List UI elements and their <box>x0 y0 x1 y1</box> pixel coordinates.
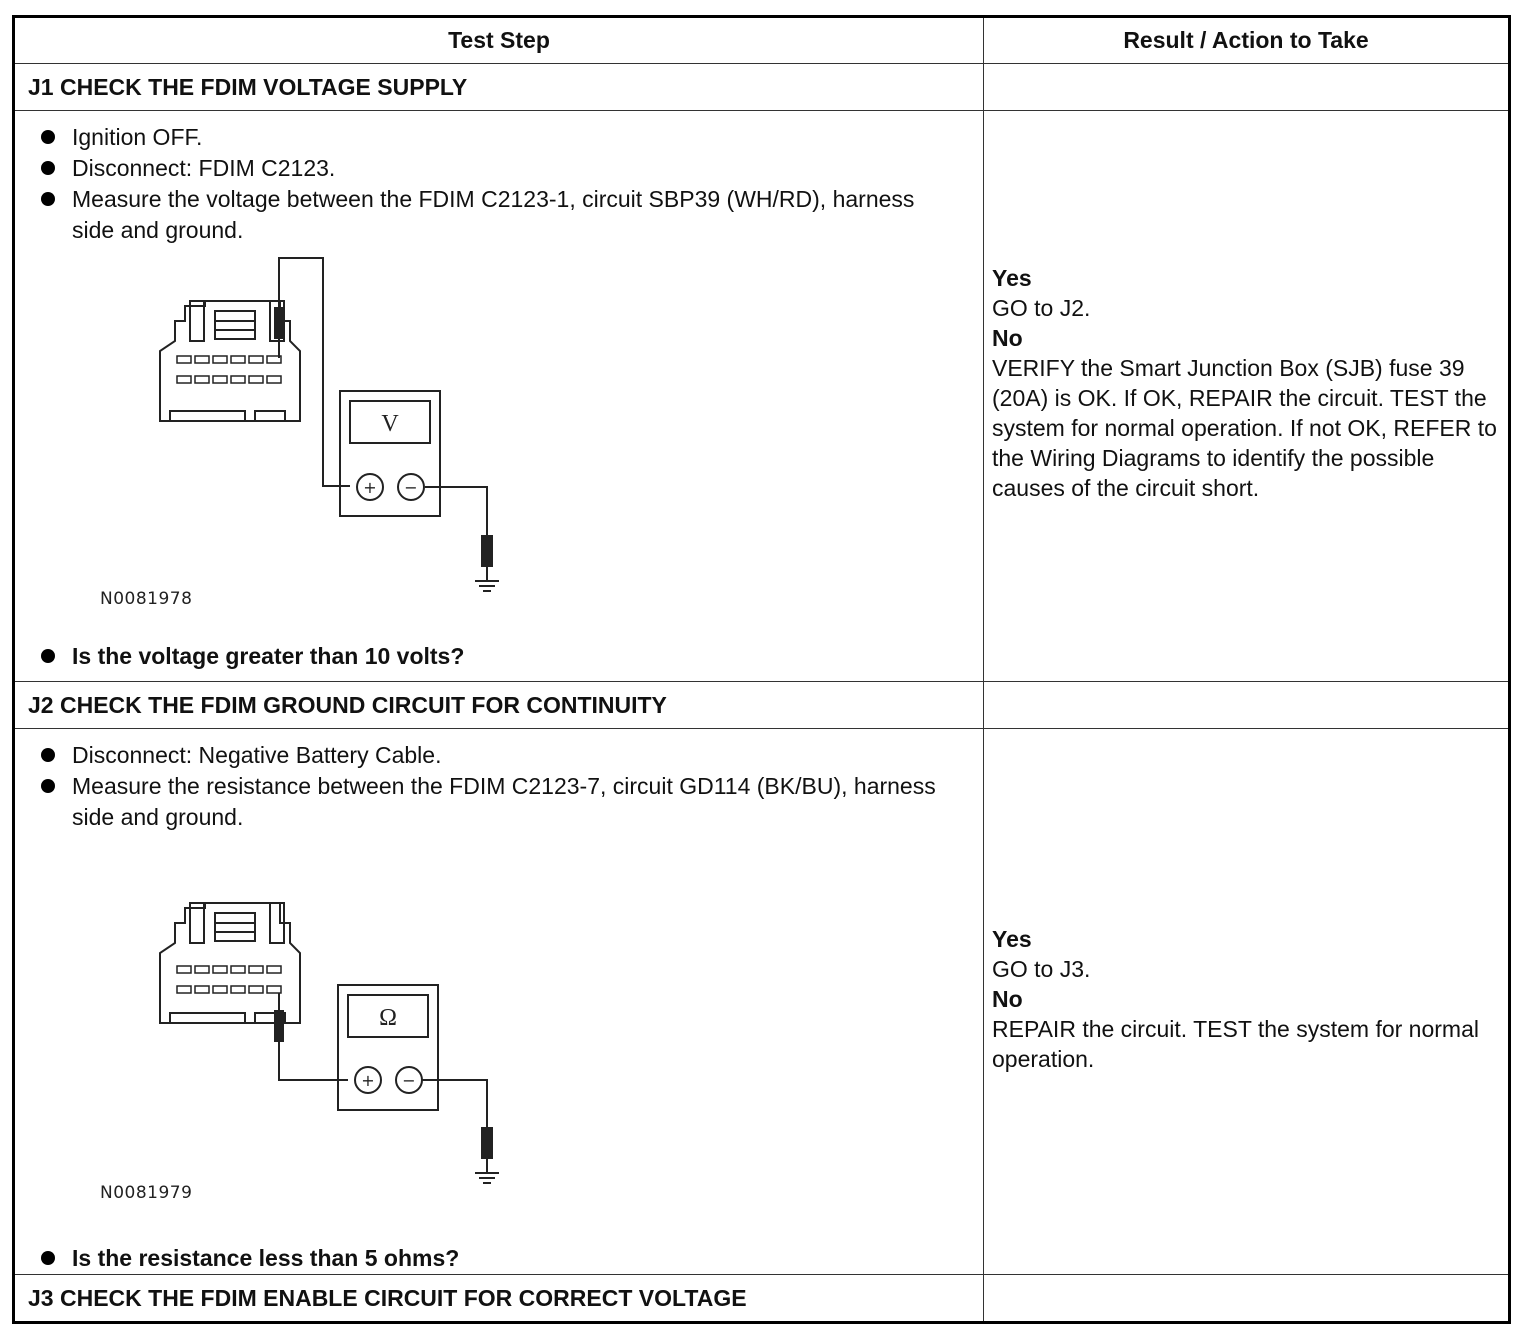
connector-pins-icon <box>177 356 281 383</box>
j2-step-cell <box>14 729 984 1275</box>
j2-yes-label: Yes <box>992 926 1032 952</box>
j1-no-label: No <box>992 325 1023 351</box>
bullet-icon <box>41 192 55 206</box>
j2-title: J2 CHECK THE FDIM GROUND CIRCUIT FOR CONTINUITY <box>14 682 984 729</box>
minus-terminal-label: − <box>402 1071 416 1090</box>
bullet-icon <box>41 130 55 144</box>
j1-yes-action: GO to J2. <box>992 295 1091 321</box>
test-step-header: Test Step <box>14 17 984 64</box>
probe-icon <box>275 308 283 338</box>
j2-no-label: No <box>992 986 1023 1012</box>
list-item: Ignition OFF. <box>15 122 983 153</box>
ground-probe-icon <box>482 1128 492 1158</box>
j2-diagram <box>15 833 575 1243</box>
diagnostic-table <box>12 15 1511 1324</box>
j1-no-action: VERIFY the Smart Junction Box (SJB) fuse 39 (20A) is OK. If OK, REPAIR the circuit. TEST the system for normal operation. If not OK, REFER to the Wiring Diagrams to identify the possible causes of the circuit short. <box>992 355 1497 501</box>
j1-wiring-figure <box>15 246 983 641</box>
j1-title-result-cell <box>984 64 1510 111</box>
j1-diagram <box>15 246 575 641</box>
j2-title-result-cell <box>984 682 1510 729</box>
j2-question-list <box>15 1243 983 1274</box>
ground-lead-wire <box>422 1080 487 1128</box>
meter-symbol: Ω <box>379 1005 397 1031</box>
j1-yes-label: Yes <box>992 265 1032 291</box>
bullet-icon <box>41 161 55 175</box>
voltmeter-icon <box>340 391 440 516</box>
ground-symbol-icon <box>475 1173 499 1183</box>
list-item: Measure the resistance between the FDIM C2123-7, circuit GD114 (BK/BU), harness side and ground. <box>15 771 983 833</box>
j2-steps-list <box>15 740 983 833</box>
j1-result-cell <box>984 111 1510 682</box>
j3-title-row <box>14 1275 1510 1323</box>
j2-figure-id: N0081979 <box>100 1183 193 1203</box>
plus-terminal-label: + <box>361 1071 375 1090</box>
j2-result-cell <box>984 729 1510 1275</box>
list-item: Measure the voltage between the FDIM C2123-1, circuit SBP39 (WH/RD), harness side and ground. <box>15 184 983 246</box>
j3-title: J3 CHECK THE FDIM ENABLE CIRCUIT FOR CORRECT VOLTAGE <box>14 1275 984 1323</box>
bullet-icon <box>41 649 55 663</box>
ground-probe-icon <box>482 536 492 566</box>
header-row <box>14 17 1510 64</box>
list-item: Is the resistance less than 5 ohms? <box>15 1243 983 1274</box>
j2-title-row <box>14 682 1510 729</box>
minus-terminal-label: − <box>404 478 418 497</box>
list-item: Disconnect: Negative Battery Cable. <box>15 740 983 771</box>
ohmmeter-icon <box>338 985 438 1110</box>
j1-steps-list <box>15 122 983 246</box>
j2-wiring-figure <box>15 833 983 1243</box>
j1-figure-id: N0081978 <box>100 589 193 609</box>
ground-lead-wire <box>425 487 487 536</box>
j1-step-cell <box>14 111 984 682</box>
probe-icon <box>275 1011 283 1041</box>
j1-result <box>984 111 1508 503</box>
j2-result <box>984 729 1508 1074</box>
meter-symbol: V <box>381 411 399 437</box>
j3-title-result-cell <box>984 1275 1510 1323</box>
j1-body-row <box>14 111 1510 682</box>
bullet-icon <box>41 748 55 762</box>
bullet-icon <box>41 779 55 793</box>
j1-question-list <box>15 641 983 672</box>
j2-body-row <box>14 729 1510 1275</box>
connector-pins-icon <box>177 966 281 993</box>
result-action-header: Result / Action to Take <box>984 17 1510 64</box>
j1-title: J1 CHECK THE FDIM VOLTAGE SUPPLY <box>14 64 984 111</box>
list-item: Is the voltage greater than 10 volts? <box>15 641 983 672</box>
j1-title-row <box>14 64 1510 111</box>
j2-no-action: REPAIR the circuit. TEST the system for normal operation. <box>992 1016 1479 1072</box>
j2-yes-action: GO to J3. <box>992 956 1091 982</box>
plus-terminal-label: + <box>363 478 377 497</box>
bullet-icon <box>41 1251 55 1265</box>
list-item: Disconnect: FDIM C2123. <box>15 153 983 184</box>
ground-symbol-icon <box>475 581 499 591</box>
